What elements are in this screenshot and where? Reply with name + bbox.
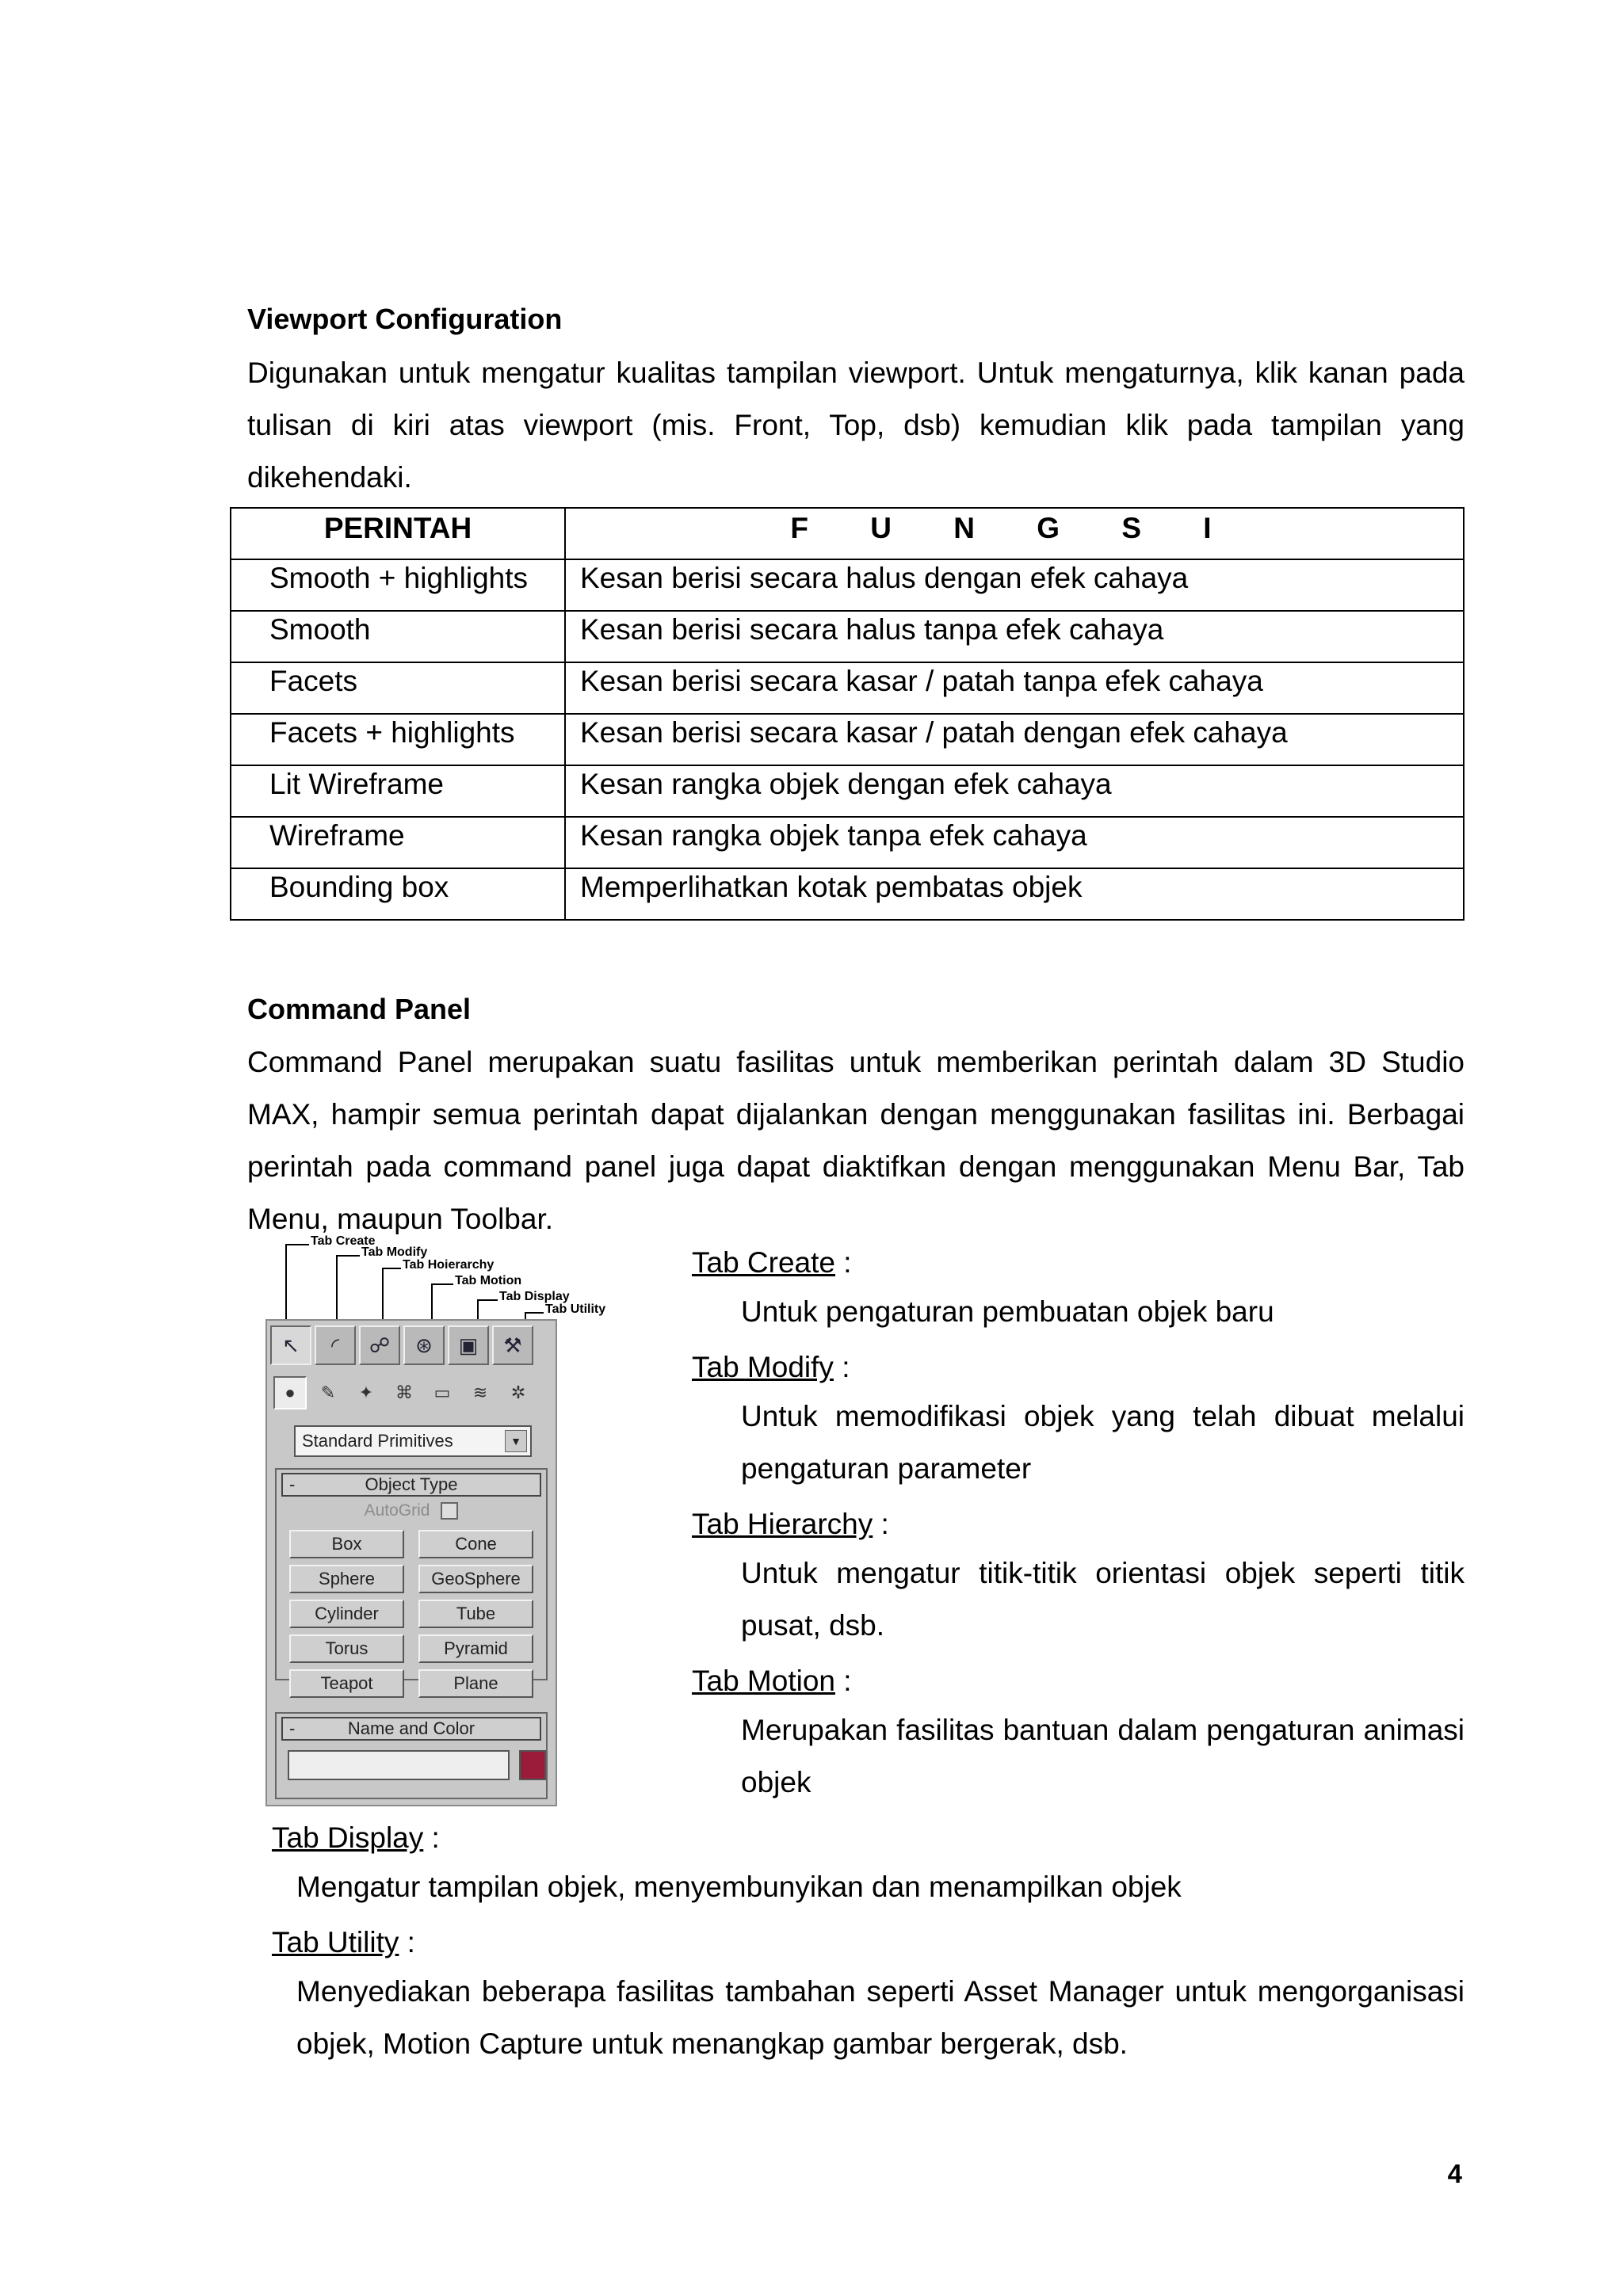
tab-motion-desc: Merupakan fasilitas bantuan dalam pengaturan animasi objek bbox=[741, 1714, 1465, 1798]
table-header-perintah: PERINTAH bbox=[231, 508, 565, 559]
tab-display-link: Tab Display bbox=[272, 1821, 424, 1854]
name-color-header[interactable] bbox=[281, 1717, 541, 1741]
dropdown-value: Standard Primitives bbox=[302, 1431, 453, 1451]
primitives-dropdown[interactable] bbox=[294, 1425, 532, 1457]
command-panel-heading: Command Panel bbox=[247, 993, 472, 1025]
name-color-rollout bbox=[275, 1712, 548, 1799]
command-panel-paragraph: Command Panel merupakan suatu fasilitas untuk memberikan perintah dalam 3D Studio MAX, hampir semua perintah dapat dijalankan dengan menggunakan fasilitas ini. Berbagai perintah pada command panel juga dapat diaktifkan dengan menggunakan Menu Bar, Tab Menu, maupun Toolbar. bbox=[247, 1046, 1465, 1234]
colon: : bbox=[833, 1351, 850, 1383]
dropdown-arrow-icon[interactable]: ▼ bbox=[505, 1430, 527, 1452]
space-warps-icon[interactable]: ≋ bbox=[472, 1383, 488, 1402]
motion-tab-icon[interactable]: ⊛ bbox=[403, 1325, 445, 1365]
autogrid-row bbox=[277, 1501, 546, 1520]
callout-tab-utility: Tab Utility bbox=[545, 1302, 606, 1316]
hierarchy-tab-icon[interactable]: ☍ bbox=[359, 1325, 400, 1365]
table-cell-function: Kesan rangka objek dengan efek cahaya bbox=[565, 765, 1464, 817]
colon: : bbox=[835, 1665, 852, 1697]
colon: : bbox=[423, 1821, 440, 1854]
callout-tab-modify: Tab Modify bbox=[361, 1245, 428, 1259]
tab-create-desc: Untuk pengaturan pembuatan objek baru bbox=[741, 1295, 1274, 1328]
callout-tab-create: Tab Create bbox=[311, 1234, 376, 1248]
tube-button[interactable]: Tube bbox=[418, 1600, 533, 1628]
colon: : bbox=[873, 1508, 889, 1540]
display-tab-icon[interactable]: ▣ bbox=[448, 1325, 489, 1365]
table-cell-command: Smooth bbox=[231, 611, 565, 662]
primitive-buttons bbox=[289, 1530, 533, 1698]
table-cell-command: Smooth + highlights bbox=[231, 559, 565, 611]
table-row bbox=[231, 662, 1464, 714]
lights-icon[interactable]: ✦ bbox=[358, 1383, 374, 1402]
object-color-swatch[interactable] bbox=[519, 1750, 546, 1780]
tab-create-link: Tab Create bbox=[692, 1246, 835, 1279]
tab-utility-title bbox=[272, 1926, 415, 1959]
modify-tab-icon[interactable]: ◜ bbox=[315, 1325, 356, 1365]
teapot-button[interactable]: Teapot bbox=[289, 1669, 404, 1698]
table-cell-function: Kesan berisi secara halus tanpa efek cahaya bbox=[565, 611, 1464, 662]
table-row bbox=[231, 817, 1464, 868]
table-cell-function: Memperlihatkan kotak pembatas objek bbox=[565, 868, 1464, 920]
pyramid-button[interactable]: Pyramid bbox=[418, 1634, 533, 1663]
table-row bbox=[231, 611, 1464, 662]
systems-icon[interactable]: ✲ bbox=[510, 1383, 526, 1402]
torus-button[interactable]: Torus bbox=[289, 1634, 404, 1663]
table-row bbox=[231, 765, 1464, 817]
page-number: 4 bbox=[1447, 2159, 1462, 2188]
command-panel-figure bbox=[265, 1319, 557, 1806]
table-row bbox=[231, 559, 1464, 611]
table-cell-command: Bounding box bbox=[231, 868, 565, 920]
viewport-table bbox=[230, 507, 1465, 921]
viewport-heading: Viewport Configuration bbox=[247, 303, 563, 335]
tab-modify-title bbox=[692, 1351, 850, 1384]
tab-utility-desc: Menyediakan beberapa fasilitas tambahan seperti Asset Manager untuk mengorganisasi objek, Motion Capture untuk menangkap gambar bergerak, dsb. bbox=[296, 1975, 1465, 2060]
object-type-title: Object Type bbox=[365, 1474, 458, 1494]
shapes-icon[interactable]: ✎ bbox=[320, 1383, 336, 1402]
create-tab-icon[interactable]: ↖ bbox=[270, 1325, 311, 1365]
collapse-icon: - bbox=[289, 1474, 296, 1494]
object-type-header[interactable] bbox=[281, 1473, 541, 1497]
sphere-button[interactable]: Sphere bbox=[289, 1565, 404, 1593]
colon: : bbox=[399, 1926, 415, 1958]
helpers-icon[interactable]: ▭ bbox=[433, 1383, 451, 1402]
table-cell-function: Kesan berisi secara halus dengan efek cahaya bbox=[565, 559, 1464, 611]
plane-button[interactable]: Plane bbox=[418, 1669, 533, 1698]
tab-create-title bbox=[692, 1246, 852, 1280]
table-header-row bbox=[231, 508, 1464, 559]
callout-tab-display: Tab Display bbox=[499, 1290, 570, 1303]
table-header-fungsi: F U N G S I bbox=[565, 508, 1464, 559]
table-cell-command: Facets bbox=[231, 662, 565, 714]
table-row bbox=[231, 868, 1464, 920]
utility-tab-icon[interactable]: ⚒ bbox=[492, 1325, 533, 1365]
tab-modify-link: Tab Modify bbox=[692, 1351, 834, 1383]
create-category-row bbox=[273, 1376, 549, 1413]
tab-motion-title bbox=[692, 1665, 852, 1698]
table-cell-function: Kesan rangka objek tanpa efek cahaya bbox=[565, 817, 1464, 868]
object-type-rollout bbox=[275, 1468, 548, 1693]
table-cell-command: Facets + highlights bbox=[231, 714, 565, 765]
cylinder-button[interactable]: Cylinder bbox=[289, 1600, 404, 1628]
command-panel-tabs bbox=[270, 1325, 552, 1367]
geometry-icon[interactable]: ● bbox=[273, 1376, 307, 1409]
callout-tab-hierarchy: Tab Hoierarchy bbox=[403, 1258, 495, 1272]
name-color-title: Name and Color bbox=[347, 1718, 475, 1738]
tab-modify-desc: Untuk memodifikasi objek yang telah dibuat melalui pengaturan parameter bbox=[741, 1400, 1465, 1485]
tab-hierarchy-desc: Untuk mengatur titik-titik orientasi objek seperti titik pusat, dsb. bbox=[741, 1557, 1465, 1642]
viewport-paragraph: Digunakan untuk mengatur kualitas tampilan viewport. Untuk mengaturnya, klik kanan pada tulisan di kiri atas viewport (mis. Front, Top, dsb) kemudian klik pada tampilan yang dikehendaki. bbox=[247, 357, 1465, 494]
tab-motion-link: Tab Motion bbox=[692, 1665, 835, 1697]
geosphere-button[interactable]: GeoSphere bbox=[418, 1565, 533, 1593]
table-cell-function: Kesan berisi secara kasar / patah dengan efek cahaya bbox=[565, 714, 1464, 765]
box-button[interactable]: Box bbox=[289, 1530, 404, 1558]
object-name-input[interactable] bbox=[288, 1750, 510, 1780]
cone-button[interactable]: Cone bbox=[418, 1530, 533, 1558]
collapse-icon: - bbox=[289, 1718, 296, 1738]
table-cell-command: Wireframe bbox=[231, 817, 565, 868]
tab-utility-link: Tab Utility bbox=[272, 1926, 399, 1958]
tab-hierarchy-title bbox=[692, 1508, 889, 1541]
table-row bbox=[231, 714, 1464, 765]
autogrid-checkbox[interactable] bbox=[441, 1502, 458, 1520]
table-cell-command: Lit Wireframe bbox=[231, 765, 565, 817]
callout-tab-motion: Tab Motion bbox=[455, 1274, 522, 1287]
tab-display-title bbox=[272, 1821, 440, 1855]
autogrid-label: AutoGrid bbox=[364, 1501, 430, 1520]
colon: : bbox=[835, 1246, 852, 1279]
cameras-icon[interactable]: ⌘ bbox=[395, 1383, 413, 1402]
table-cell-function: Kesan berisi secara kasar / patah tanpa efek cahaya bbox=[565, 662, 1464, 714]
tab-hierarchy-link: Tab Hierarchy bbox=[692, 1508, 873, 1540]
tab-display-desc: Mengatur tampilan objek, menyembunyikan dan menampilkan objek bbox=[296, 1871, 1182, 1903]
